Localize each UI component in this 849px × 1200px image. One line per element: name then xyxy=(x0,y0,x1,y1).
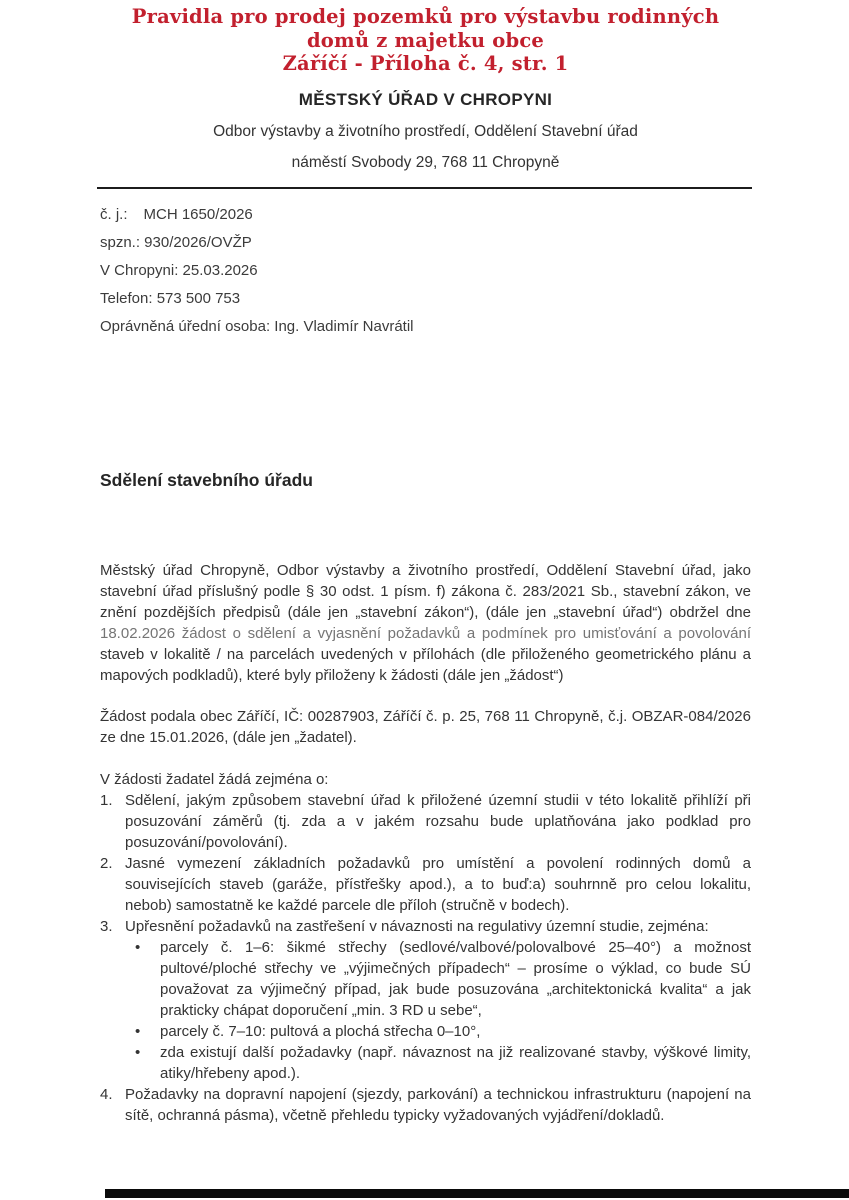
place-date-line: V Chropyni: 25.03.2026 xyxy=(100,261,258,279)
bullet-item-2 xyxy=(100,1021,751,1042)
bottom-scan-artifact-bar xyxy=(105,1189,849,1198)
list-item-2-text: Jasné vymezení základních požadavků pro umístění a povolení rodinných domů a souvisejících staveb (garáže, přístřešky apod.), a to buď:a) souhrnně pro celou lokalitu, nebob) samostatně ke každé parcele dle příloh (stručně v bodech). xyxy=(125,854,751,914)
officer-line: Oprávněná úřední osoba: Ing. Vladimír Navrátil xyxy=(100,317,414,335)
paragraph-applicant: Žádost podala obec Záříčí, IČ: 00287903, Záříčí č. p. 25, 768 11 Chropyně, č.j. OBZAR-084/2026 ze dne 15.01.2026, (dále jen „žadatel). xyxy=(100,707,751,746)
bullet-marker: • xyxy=(135,938,141,956)
list-item-2 xyxy=(100,853,751,916)
header-divider xyxy=(97,187,752,189)
office-name: MĚSTSKÝ ÚŘAD V CHROPYNI xyxy=(298,89,553,109)
reference-number-line xyxy=(100,201,751,229)
paragraph-intro-part2: staveb v lokalitě / na parcelách uvedených v přílohách (dle přiloženého geometrického plánu a mapových podkladů), které byly přiloženy k žádosti (dále jen „žádost“) xyxy=(100,645,751,684)
list-item-4-number: 4. xyxy=(100,1085,113,1103)
office-address: náměstí Svobody 29, 768 11 Chropyně xyxy=(291,153,560,171)
office-department: Odbor výstavby a životního prostředí, Oddělení Stavební úřad xyxy=(213,122,638,140)
paragraph-intro-part1: Městský úřad Chropyně, Odbor výstavby a životního prostředí, Oddělení Stavební úřad, jako stavební úřad příslušný podle § 30 odst. 1 písm. f) zákona č. 283/2021 Sb., stavební zákon, ve znění pozdějších předpisů (dále jen „stavební zákon“), (dále jen „stavební úřad“) obdržel dne xyxy=(100,561,751,621)
file-number-line: spzn.: 930/2026/OVŽP xyxy=(100,233,252,251)
paragraph-intro xyxy=(100,560,751,686)
bullet-marker: • xyxy=(135,1043,141,1061)
bullet-item-3-text: zda existují další požadavky (např. návaznost na již realizované stavby, výškové limity, atiky/hřebeny apod.). xyxy=(160,1043,751,1082)
bullet-item-3 xyxy=(100,1042,751,1084)
page-title-line1: Pravidla pro prodej pozemků pro výstavbu rodinných domů z majetku obce xyxy=(131,5,720,52)
page-content xyxy=(100,0,751,1126)
list-item-3-number: 3. xyxy=(100,917,113,935)
page-title-line2: Záříčí - Příloha č. 4, str. 1 xyxy=(282,52,569,75)
list-item-1 xyxy=(100,790,751,853)
phone-line: Telefon: 573 500 753 xyxy=(100,289,241,307)
bullet-item-1 xyxy=(100,937,751,1021)
list-item-4 xyxy=(100,1084,751,1126)
bullet-marker: • xyxy=(135,1022,141,1040)
bullet-item-2-text: parcely č. 7–10: pultová a plochá střecha 0–10°, xyxy=(160,1022,481,1040)
list-intro: V žádosti žadatel žádá zejména o: xyxy=(100,770,329,788)
list-item-2-number: 2. xyxy=(100,854,113,872)
paragraph-intro-gray-line: 18.02.2026 žádost o sdělení a vyjasnění požadavků a podmínek pro umisťování a povolování xyxy=(100,624,751,642)
bullet-item-1-text: parcely č. 1–6: šikmé střechy (sedlové/valbové/polovalbové 25–40°) a možnost pultové/ploché střechy ve „výjimečných případech“ – prosíme o výklad, co bude SÚ považovat za výjimečný případ, jak bude posuzována „architektonická kvalita“ a jak prakticky chápat doporučení „min. 3 RD u sebe“, xyxy=(160,938,751,1019)
list-item-4-text: Požadavky na dopravní napojení (sjezdy, parkování) a technickou infrastrukturu (napojení na sítě, ochranná pásma), včetně přehledu typicky vyžadovaných vyjádření/dokladů. xyxy=(125,1085,751,1124)
section-heading: Sdělení stavebního úřadu xyxy=(100,469,313,490)
list-item-3-text: Upřesnění požadavků na zastřešení v návaznosti na regulativy územní studie, zejména: xyxy=(125,917,709,935)
reference-number-value: MCH 1650/2026 xyxy=(143,205,253,223)
reference-number-label: č. j.: xyxy=(100,205,128,223)
page-title xyxy=(100,0,751,76)
list-item-1-text: Sdělení, jakým způsobem stavební úřad k přiložené územní studii v této lokalitě přihlíží při posuzování záměrů (tj. zda a v jakém rozsahu bude uplatňována jako podklad pro posuzování/povolování). xyxy=(125,791,751,851)
list-item-3 xyxy=(100,916,751,937)
letter-metadata xyxy=(100,201,751,341)
list-item-1-number: 1. xyxy=(100,791,113,809)
